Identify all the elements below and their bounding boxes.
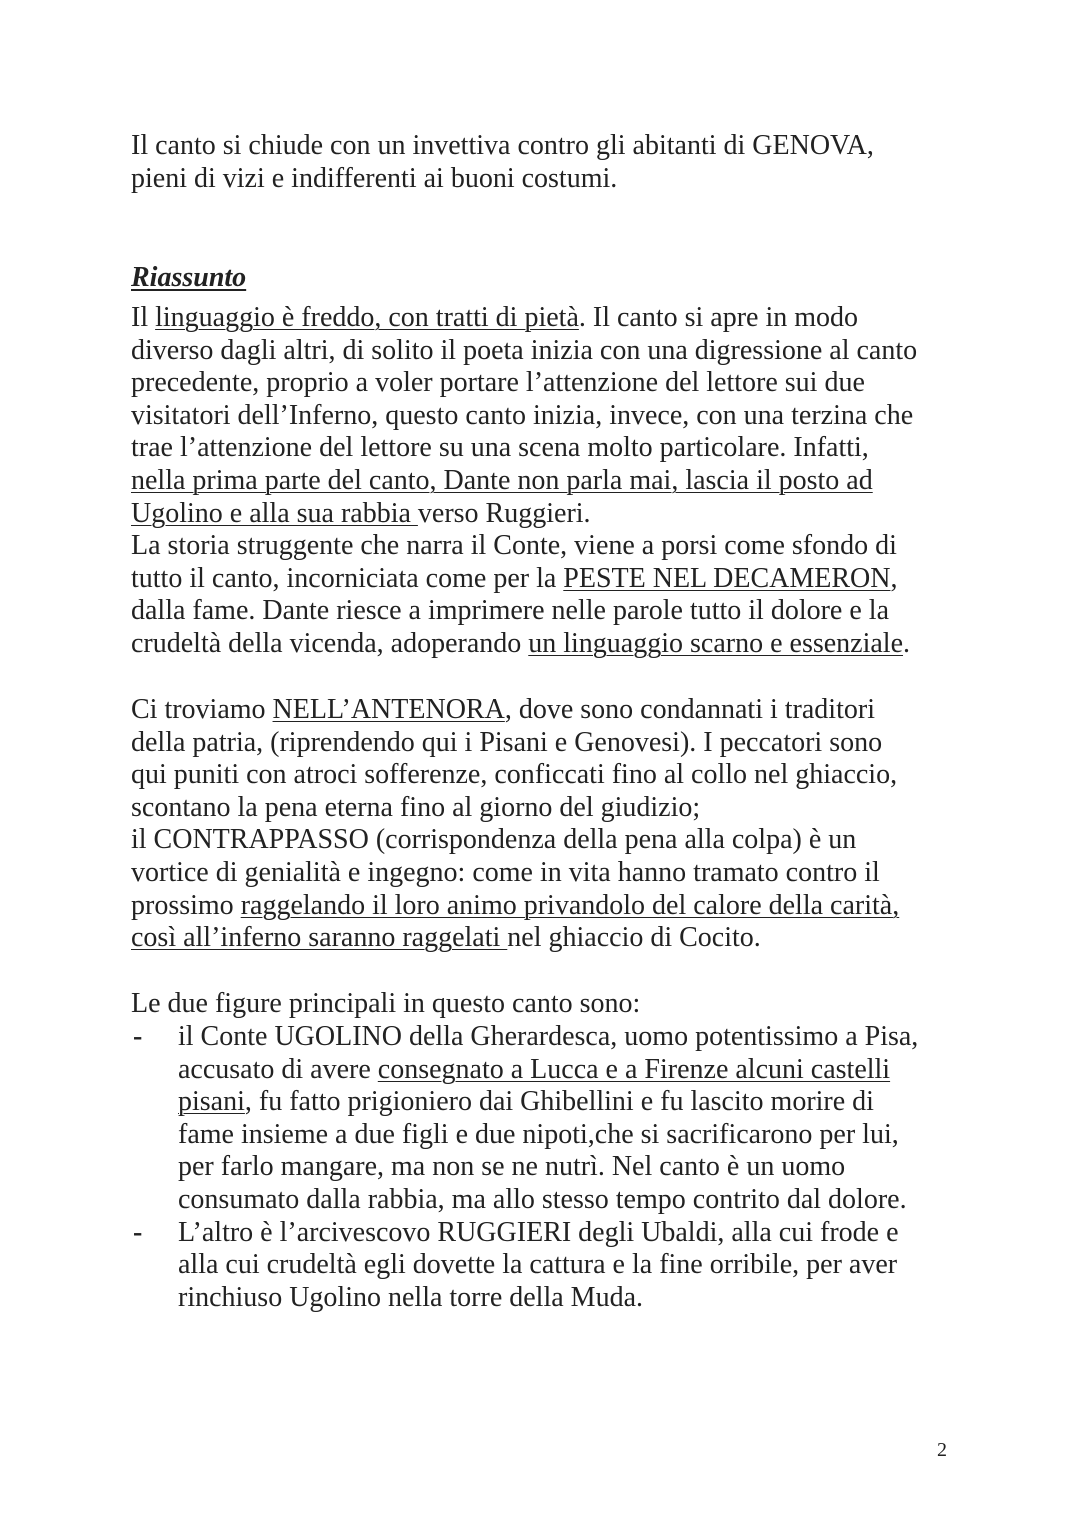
intro-paragraph bbox=[131, 130, 971, 195]
underlined-phrase: raggelando il loro animo privandolo del calore della carità, bbox=[240, 889, 900, 921]
underlined-phrase: PESTE NEL DECAMERON bbox=[563, 562, 891, 594]
underlined-phrase: linguaggio è freddo, con tratti di pietà bbox=[155, 302, 579, 333]
bullet-dash: - bbox=[133, 1216, 143, 1248]
text-line: Ci troviamo NELL’ANTENORA, dove sono condannati i traditori bbox=[131, 694, 875, 725]
figures-list bbox=[131, 1021, 991, 1314]
text-line: La storia struggente che narra il Conte, viene a porsi come sfondo di bbox=[131, 530, 897, 562]
text-line: per farlo mangare, ma non se ne nutrì. Nel canto è un uomo bbox=[178, 1151, 846, 1183]
underlined-phrase: NELL’ANTENORA bbox=[272, 694, 505, 725]
text-line: alla cui crudeltà egli dovette la cattura e la fine orribile, per aver bbox=[178, 1249, 898, 1281]
text-line: consumato dalla rabbia, ma allo stesso tempo contrito dal dolore. bbox=[178, 1183, 907, 1215]
text-line: pieni di vizi e indifferenti ai buoni costumi. bbox=[131, 162, 618, 194]
underlined-phrase: Ugolino e alla sua rabbia bbox=[131, 497, 418, 529]
list-item bbox=[131, 1217, 991, 1315]
text-line: tutto il canto, incorniciata come per la PESTE NEL DECAMERON, bbox=[131, 562, 898, 594]
text-line: rinchiuso Ugolino nella torre della Muda. bbox=[178, 1281, 643, 1313]
antenora-paragraph bbox=[131, 694, 971, 955]
text-line: dalla fame. Dante riesce a imprimere nelle parole tutto il dolore e la bbox=[131, 595, 889, 627]
list-item bbox=[131, 1021, 991, 1217]
text-line: della patria, (riprendendo qui i Pisani e Genovesi). I peccatori sono bbox=[131, 726, 883, 758]
text-line: accusato di avere consegnato a Lucca e a Firenze alcuni castelli bbox=[178, 1053, 891, 1085]
text-line: diverso dagli altri, di solito il poeta inizia con una digressione al canto bbox=[131, 334, 918, 366]
text-line: così all’inferno saranno raggelati nel ghiaccio di Cocito. bbox=[131, 922, 761, 954]
summary-paragraph bbox=[131, 302, 971, 661]
text-line: scontano la pena eterna fino al giorno del giudizio; bbox=[131, 791, 701, 823]
figures-intro: Le due figure principali in questo canto sono: bbox=[131, 988, 641, 1019]
underlined-phrase: consegnato a Lucca e a Firenze alcuni castelli bbox=[377, 1053, 891, 1085]
text-line: il CONTRAPPASSO (corrispondenza della pena alla colpa) è un bbox=[131, 824, 857, 856]
text-line: visitatori dell’Inferno, questo canto inizia, invece, con una terzina che bbox=[131, 399, 914, 431]
text-line: crudeltà della vicenda, adoperando un linguaggio scarno e essenziale. bbox=[131, 627, 911, 659]
bullet-dash: - bbox=[133, 1021, 143, 1052]
text-line: Ugolino e alla sua rabbia verso Ruggieri. bbox=[131, 497, 591, 529]
text-line: pisani, fu fatto prigioniero dai Ghibellini e fu lascito morire di bbox=[178, 1086, 874, 1118]
text-line: L’altro è l’arcivescovo RUGGIERI degli Ubaldi, alla cui frode e bbox=[178, 1216, 899, 1248]
text-line: vortice di genialità e ingegno: come in vita hanno tramato contro il bbox=[131, 856, 880, 888]
underlined-line: nella prima parte del canto, Dante non parla mai, lascia il posto ad bbox=[131, 464, 873, 496]
text-line: trae l’attenzione del lettore su una scena molto particolare. Infatti, bbox=[131, 432, 869, 464]
underlined-phrase: così all’inferno saranno raggelati bbox=[131, 922, 508, 954]
text-line: Il linguaggio è freddo, con tratti di pietà. Il canto si apre in modo bbox=[131, 302, 859, 333]
text-line: qui puniti con atroci sofferenze, conficcati fino al collo nel ghiaccio, bbox=[131, 759, 898, 791]
page-number: 2 bbox=[937, 1439, 947, 1461]
text-line: precedente, proprio a voler portare l’attenzione del lettore sui due bbox=[131, 367, 865, 399]
text-line: Il canto si chiude con un invettiva contro gli abitanti di GENOVA, bbox=[131, 130, 874, 161]
text-line: prossimo raggelando il loro animo privandolo del calore della carità, bbox=[131, 889, 900, 921]
underlined-phrase: pisani bbox=[178, 1086, 245, 1118]
text-line: il Conte UGOLINO della Gherardesca, uomo potentissimo a Pisa, bbox=[178, 1021, 919, 1052]
underlined-phrase: un linguaggio scarno e essenziale bbox=[528, 627, 904, 659]
text-line: fame insieme a due figli e due nipoti,che si sacrificarono per lui, bbox=[178, 1118, 899, 1150]
section-heading: Riassunto bbox=[131, 262, 247, 293]
